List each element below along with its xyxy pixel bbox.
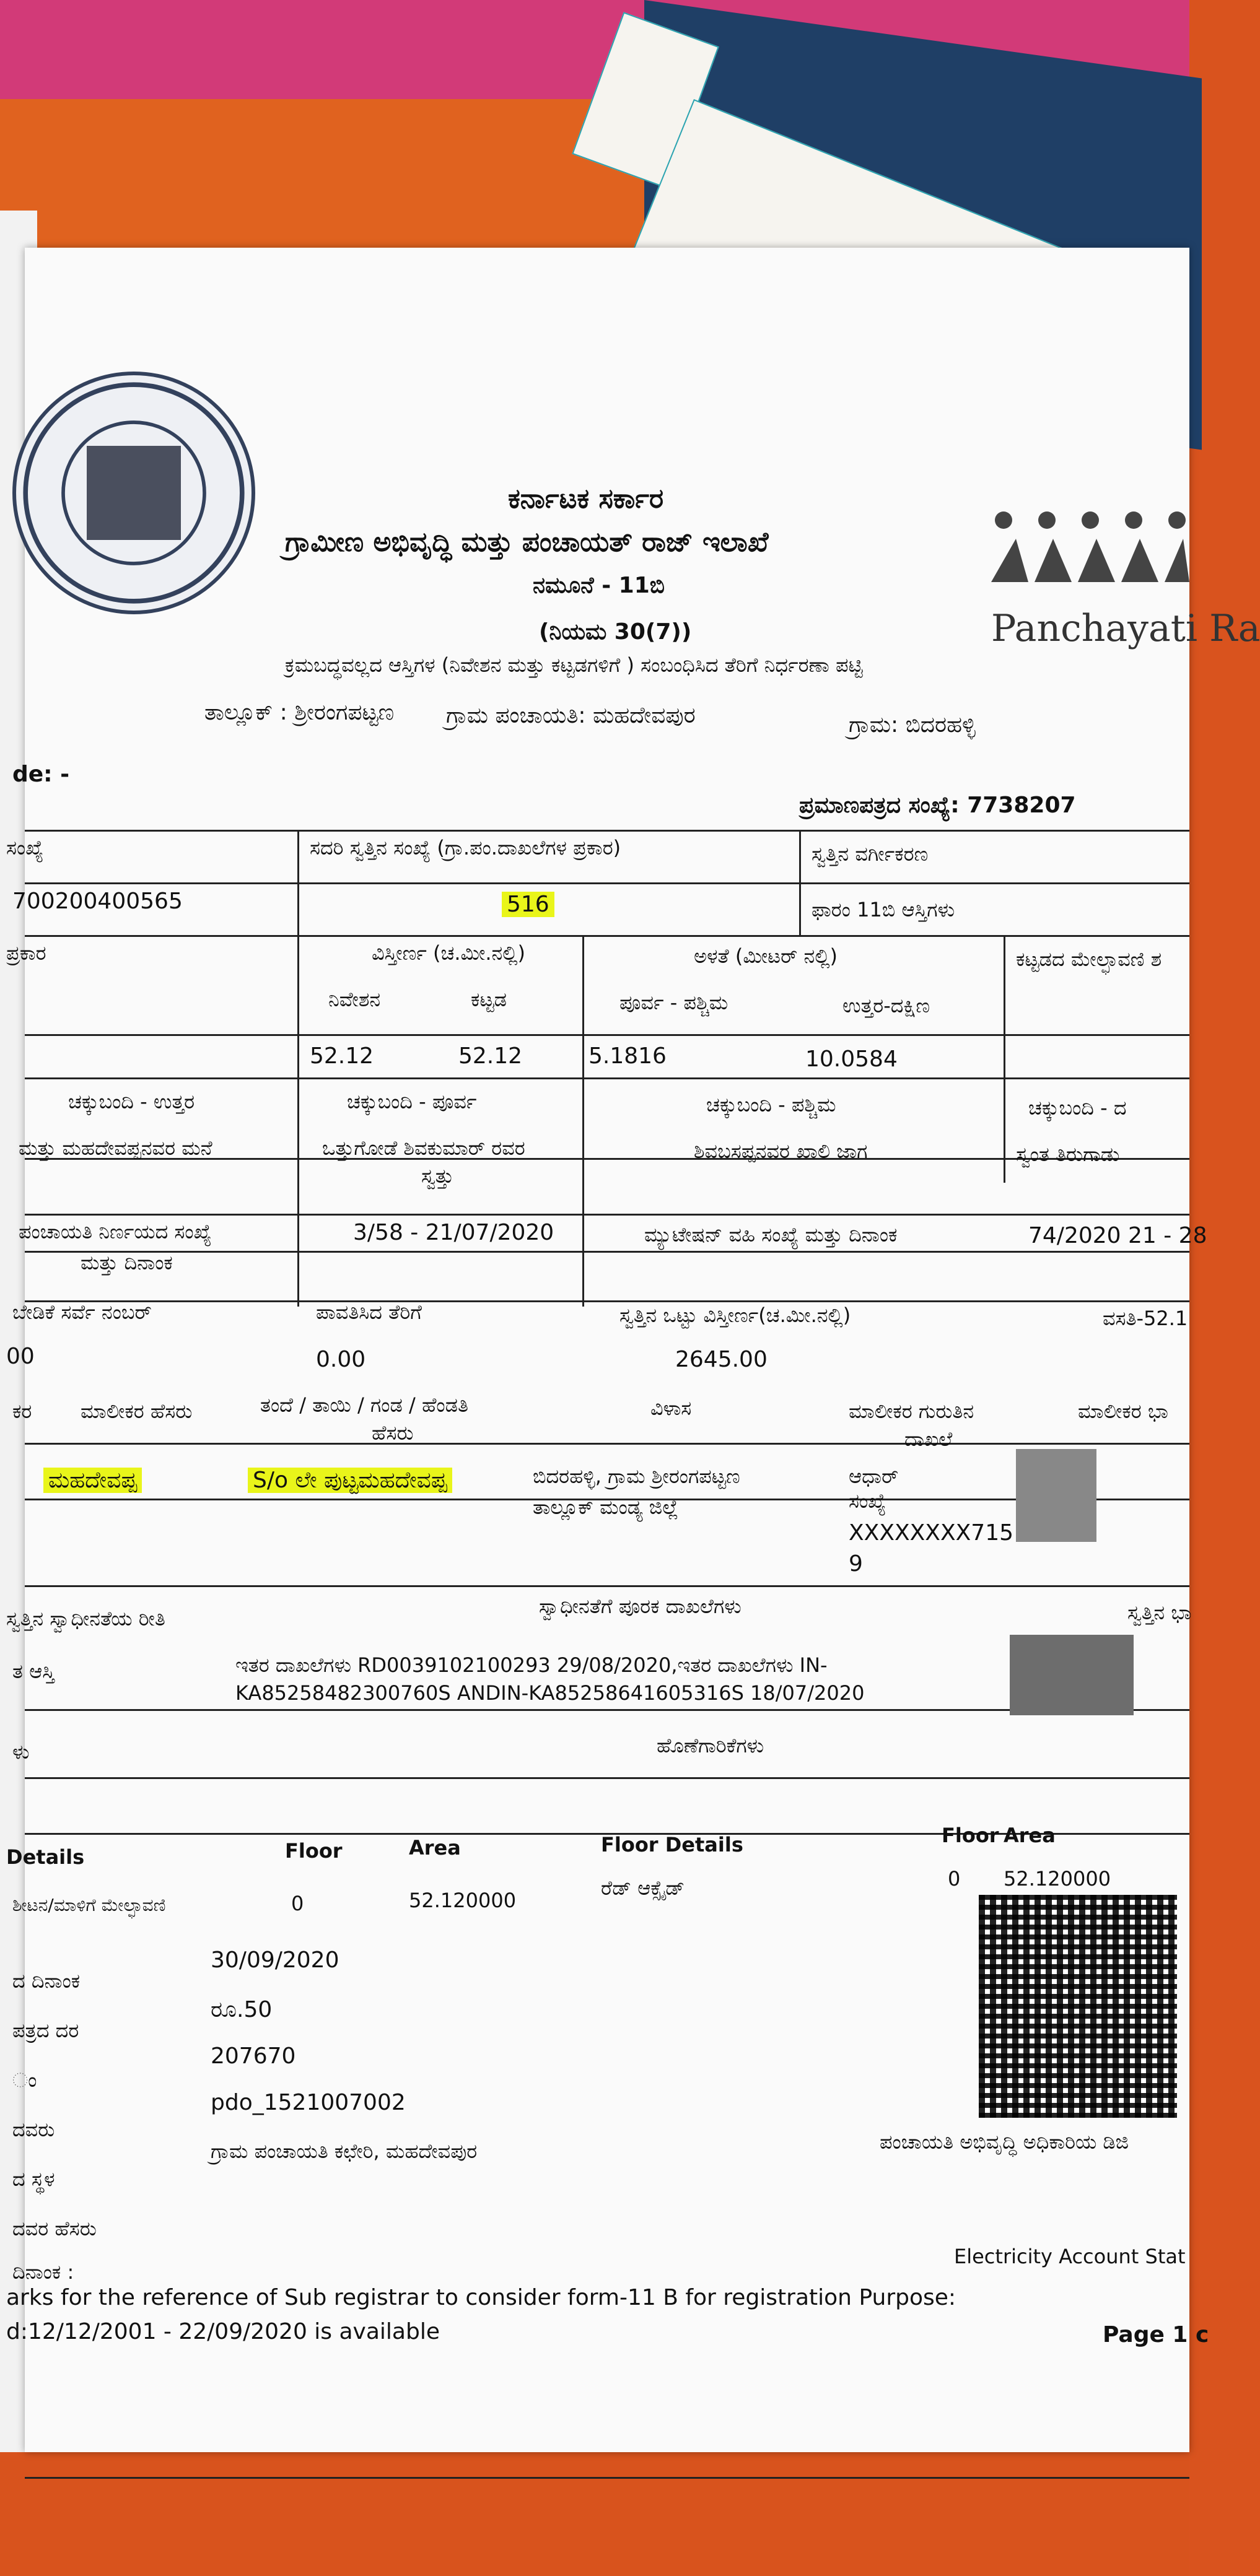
grid-line xyxy=(25,1443,1189,1445)
resolution-value: 3/58 - 21/07/2020 xyxy=(353,1220,554,1245)
east-west-value: 5.1816 xyxy=(588,1043,667,1069)
north-label: ಚಕ್ಕುಬಂದಿ - ಉತ್ತರ xyxy=(68,1090,195,1113)
qr-code xyxy=(979,1895,1177,2118)
floor-details-value: ರೆಡ್ ಆಕ್ಸೈಡ್ xyxy=(601,1876,685,1900)
built-label: ಕಟ್ಟಡದ ಮೇಲ್ಛಾವಣಿ ಶ xyxy=(1016,947,1162,971)
ownership-docs-value-2: KA85258482300760S ANDIN-KA85258641605316S 18/07/2020 xyxy=(235,1681,865,1705)
rule-number: (ನಿಯಮ 30(7)) xyxy=(539,619,692,645)
issued-by-value: pdo_1521007002 xyxy=(211,2090,406,2115)
resolution-label: ಪಂಚಾಯತಿ ನಿರ್ಣಯದ ಸಂಖ್ಯೆ xyxy=(19,1220,212,1243)
place-value: ಗ್ರಾಮ ಪಂಚಾಯತಿ ಕಛೇರಿ, ಮಹದೇವಪುರ xyxy=(211,2139,478,2163)
tax-paid-label: ಪಾವತಿಸಿದ ತೆರಿಗೆ xyxy=(316,1300,422,1324)
remarks-line-1: arks for the reference of Sub registrar to consider form-11 B for registration Purpose: xyxy=(6,2285,956,2310)
floor-details-heading: Details xyxy=(6,1845,85,1869)
mutation-value: 74/2020 21 - 28 xyxy=(1028,1223,1207,1248)
site-value: 52.12 xyxy=(310,1043,374,1069)
issue-date-value: 30/09/2020 xyxy=(211,1947,339,1973)
government-title: ಕರ್ನಾಟಕ ಸರ್ಕಾರ xyxy=(508,483,664,515)
address-value: ಬಿದರಹಳ್ಳಿ, ಗ್ರಾಮ ಶ್ರೀರಂಗಪಟ್ಟಣ xyxy=(533,1464,740,1488)
classification-value: ಫಾರಂ 11ಬಿ ಆಸ್ತಿಗಳು xyxy=(812,898,955,921)
survey-label: ಬೇಡಿಕೆ ಸರ್ವೆ ನಂಬರ್ xyxy=(12,1300,152,1324)
liabilities-left-label: ಳು xyxy=(12,1740,30,1764)
north-south-value: 10.0584 xyxy=(805,1046,898,1072)
property-photo xyxy=(1010,1635,1134,1715)
north-value: ಮತ್ತು ಮಹದೇವಪ್ಪನವರ ಮನೆ xyxy=(19,1136,212,1160)
type-label: ಪ್ರಕಾರ xyxy=(6,941,46,965)
building-value: 52.12 xyxy=(458,1043,523,1069)
residence-label: ವಸತಿ-52.1 xyxy=(1103,1307,1188,1330)
east-label: ಚಕ್ಕುಬಂದಿ - ಪೂರ್ವ xyxy=(347,1090,477,1113)
grid-line xyxy=(25,1214,1189,1216)
id-doc-value-3: XXXXXXXX715 xyxy=(849,1520,1014,1546)
floor-value-right: 0 xyxy=(948,1867,961,1891)
property-no-label: ಸದರಿ ಸ್ವತ್ತಿನ ಸಂಖ್ಯೆ (ಗ್ರಾ.ಪಂ.ದಾಖಲೆಗಳ ಪ್ರಕಾರ) xyxy=(310,836,621,859)
fee-label: ಪತ್ರದ ದರ xyxy=(12,2019,79,2042)
col-no-label: ಸಂಖ್ಯೆ xyxy=(6,836,44,859)
west-value: ಶಿವಬಸಪ್ಪನವರ ಖಾಲಿ ಜಾಗ xyxy=(694,1139,868,1163)
owner-name-value: ಮಹದೇವಪ್ಪ xyxy=(43,1468,142,1494)
tax-paid-value: 0.00 xyxy=(316,1347,366,1372)
certificate-number: ಪ್ರಮಾಣಪತ್ರದ ಸಂಖ್ಯೆ: 7738207 xyxy=(799,793,1076,818)
father-label-2: ಹೆಸರು xyxy=(372,1421,414,1445)
left-code: de: - xyxy=(12,762,70,787)
village: ಗ್ರಾಮ: ಬಿದರಹಳ್ಳಿ xyxy=(849,712,976,738)
id-doc-value-4: 9 xyxy=(849,1551,863,1577)
east-value: ಒತ್ತುಗೋಡೆ ಶಿವಕುಮಾರ್ ರವರ xyxy=(322,1136,525,1160)
area-value: 52.120000 xyxy=(409,1889,517,1912)
ownership-method-value: ತ ಆಸ್ತಿ xyxy=(12,1660,55,1683)
east-value-2: ಸ್ವತ್ತು xyxy=(421,1164,454,1188)
address-label: ವಿಳಾಸ xyxy=(650,1396,692,1420)
building-label: ಕಟ್ಟಡ xyxy=(471,988,507,1011)
site-label: ನಿವೇಶನ xyxy=(328,988,381,1011)
father-value: S/o ಲೇ ಪುಟ್ಟಮಹದೇವಪ್ಪ xyxy=(248,1468,452,1494)
panchayati-raj-logo xyxy=(979,502,1189,601)
south-value: ಸ್ವಂತ ತಿರುಗಾಡು xyxy=(1016,1142,1120,1166)
officer-signature-label: ಪಂಚಾಯತಿ ಅಭಿವೃದ್ಧಿ ಅಧಿಕಾರಿಯ ಡಿಜಿ xyxy=(880,2130,1129,2154)
total-area-value: 2645.00 xyxy=(675,1347,768,1372)
document-paper xyxy=(6,248,1260,2452)
remarks-right: Electricity Account Stat xyxy=(954,2245,1186,2268)
gram-panchayat: ಗ್ರಾಮ ಪಂಚಾಯತಿ: ಮಹದೇವಪುರ xyxy=(446,703,696,728)
ownership-docs-label: ಸ್ವಾಧೀನತೆಗೆ ಪೂರಕ ದಾಖಲೆಗಳು xyxy=(539,1595,742,1618)
floor-value: 0 xyxy=(291,1892,304,1915)
seal-stamp xyxy=(12,372,255,614)
area-label-right: Area xyxy=(1004,1824,1056,1847)
liabilities-label: ಹೊಣೆಗಾರಿಕೆಗಳು xyxy=(657,1734,764,1757)
grid-line xyxy=(25,2477,1189,2479)
grid-line xyxy=(582,935,584,1307)
dimension-label: ಅಳತೆ (ಮೀಟರ್ ನಲ್ಲಿ) xyxy=(694,944,838,968)
property-no-value: 516 xyxy=(502,892,554,917)
page-number: Page 1 c xyxy=(1103,2322,1209,2348)
document-subtitle: ಕ್ರಮಬದ್ಧವಲ್ಲದ ಆಸ್ತಿಗಳ (ನಿವೇಶನ ಮತ್ತು ಕಟ್ಟಡಗಳಿಗೆ ) ಸಂಬಂಧಿಸಿದ ತೆರಿಗೆ ನಿರ್ಧರಣಾ ಪಟ್ಟಿ xyxy=(285,653,863,677)
grid-line xyxy=(25,1777,1189,1779)
grid-line xyxy=(25,935,1189,937)
floor-row-label: ಶೀಟನ/ಮಾಳಿಗೆ ಮೇಲ್ಛಾವಣಿ xyxy=(12,1895,166,1915)
area-label: Area xyxy=(409,1836,461,1860)
father-label: ತಂದೆ / ತಾಯಿ / ಗಂಡ / ಹೆಂಡತಿ xyxy=(260,1393,468,1417)
day-label: ದಿನಾಂಕ : xyxy=(12,2260,74,2284)
floor-label: Floor xyxy=(285,1839,343,1863)
issued-by-label: ದವರು xyxy=(12,2118,55,2141)
owner-no-label: ಕರ xyxy=(12,1399,32,1423)
ownership-method-label: ಸ್ವತ್ತಿನ ಸ್ವಾಧೀನತೆಯ ರೀತಿ xyxy=(6,1607,165,1630)
north-south-label: ಉತ್ತರ-ದಕ್ಷಿಣ xyxy=(842,994,930,1017)
ownership-docs-value-1: ಇತರ ದಾಖಲೆಗಳು RD0039102100293 29/08/2020,ಇತರ ದಾಖಲೆಗಳು IN- xyxy=(235,1653,828,1677)
form-number: ನಮೂನೆ - 11ಬಿ xyxy=(533,573,665,598)
taluk: ತಾಲ್ಲೂಕ್ : ಶ್ರೀರಂಗಪಟ್ಟಣ xyxy=(204,700,395,725)
address-value-2: ತಾಲ್ಲೂಕ್ ಮಂಡ್ಯ ಜಿಲ್ಲೆ xyxy=(533,1495,679,1519)
issue-date-label: ದ ದಿನಾಂಕ xyxy=(12,1969,81,1993)
id-doc-value: ಆಧಾರ್ xyxy=(849,1464,899,1488)
survey-value: 00 xyxy=(6,1344,35,1369)
name-label: ದವರ ಹೆಸರು xyxy=(12,2217,97,2240)
grid-line xyxy=(25,830,1189,832)
area-value-right: 52.120000 xyxy=(1004,1867,1111,1891)
mutation-label: ಮ್ಯುಟೇಷನ್ ವಹಿ ಸಂಖ್ಯೆ ಮತ್ತು ದಿನಾಂಕ xyxy=(644,1223,898,1247)
extent-label: ವಿಸ್ತೀರ್ಣ (ಚ.ಮೀ.ನಲ್ಲಿ) xyxy=(372,941,525,965)
grid-line xyxy=(25,1077,1189,1079)
grid-line xyxy=(25,1585,1189,1587)
grid-line xyxy=(25,882,1189,884)
department-title: ಗ್ರಾಮೀಣ ಅಭಿವೃದ್ಧಿ ಮತ್ತು ಪಂಚಾಯತ್ ರಾಜ್ ಇಲಾಖೆ xyxy=(285,526,769,558)
grid-line xyxy=(25,1251,1189,1253)
logo-text: Panchayati Ra xyxy=(991,607,1260,650)
total-area-label: ಸ್ವತ್ತಿನ ಒಟ್ಟು ವಿಸ್ತೀರ್ಣ(ಚ.ಮೀ.ನಲ್ಲಿ) xyxy=(619,1303,851,1327)
resolution-label-2: ಮತ್ತು ದಿನಾಂಕ xyxy=(81,1251,173,1274)
grid-line xyxy=(25,1034,1189,1036)
south-label: ಚಕ್ಕುಬಂದಿ - ದ xyxy=(1028,1096,1127,1120)
owner-photo xyxy=(1016,1449,1096,1542)
grid-line xyxy=(1004,935,1005,1183)
classification-label: ಸ್ವತ್ತಿನ ವರ್ಗೀಕರಣ xyxy=(812,842,929,866)
grid-line xyxy=(25,1300,1189,1302)
floor-details-label: Floor Details xyxy=(601,1833,743,1856)
owner-name-label: ಮಾಲೀಕರ ಹೆಸರು xyxy=(81,1399,193,1423)
owner-photo-label: ಮಾಲೀಕರ ಭಾ xyxy=(1078,1399,1168,1423)
property-photo-label: ಸ್ವತ್ತಿನ ಭಾ xyxy=(1127,1601,1192,1624)
east-west-label: ಪೂರ್ವ - ಪಶ್ಚಿಮ xyxy=(619,991,728,1014)
grid-line xyxy=(297,830,299,1307)
place-label: ದ ಸ್ಥಳ xyxy=(12,2167,55,2191)
property-id-value: 700200400565 xyxy=(12,889,183,914)
fee-value: ರೂ.50 xyxy=(211,1997,273,2022)
id-doc-label: ಮಾಲೀಕರ ಗುರುತಿನ xyxy=(849,1399,974,1423)
remarks-line-2: d:12/12/2001 - 22/09/2020 is available xyxy=(6,2319,440,2344)
receipt-value: 207670 xyxy=(211,2043,296,2069)
id-doc-label-2: ದಾಖಲೆ xyxy=(904,1427,953,1451)
floor-label-right: Floor xyxy=(942,1824,999,1847)
id-doc-value-2: ಸಂಖ್ಯೆ xyxy=(849,1489,886,1513)
west-label: ಚಕ್ಕುಬಂದಿ - ಪಶ್ಚಿಮ xyxy=(706,1093,836,1116)
grid-line xyxy=(799,830,801,935)
receipt-label: ಂ xyxy=(12,2068,37,2092)
